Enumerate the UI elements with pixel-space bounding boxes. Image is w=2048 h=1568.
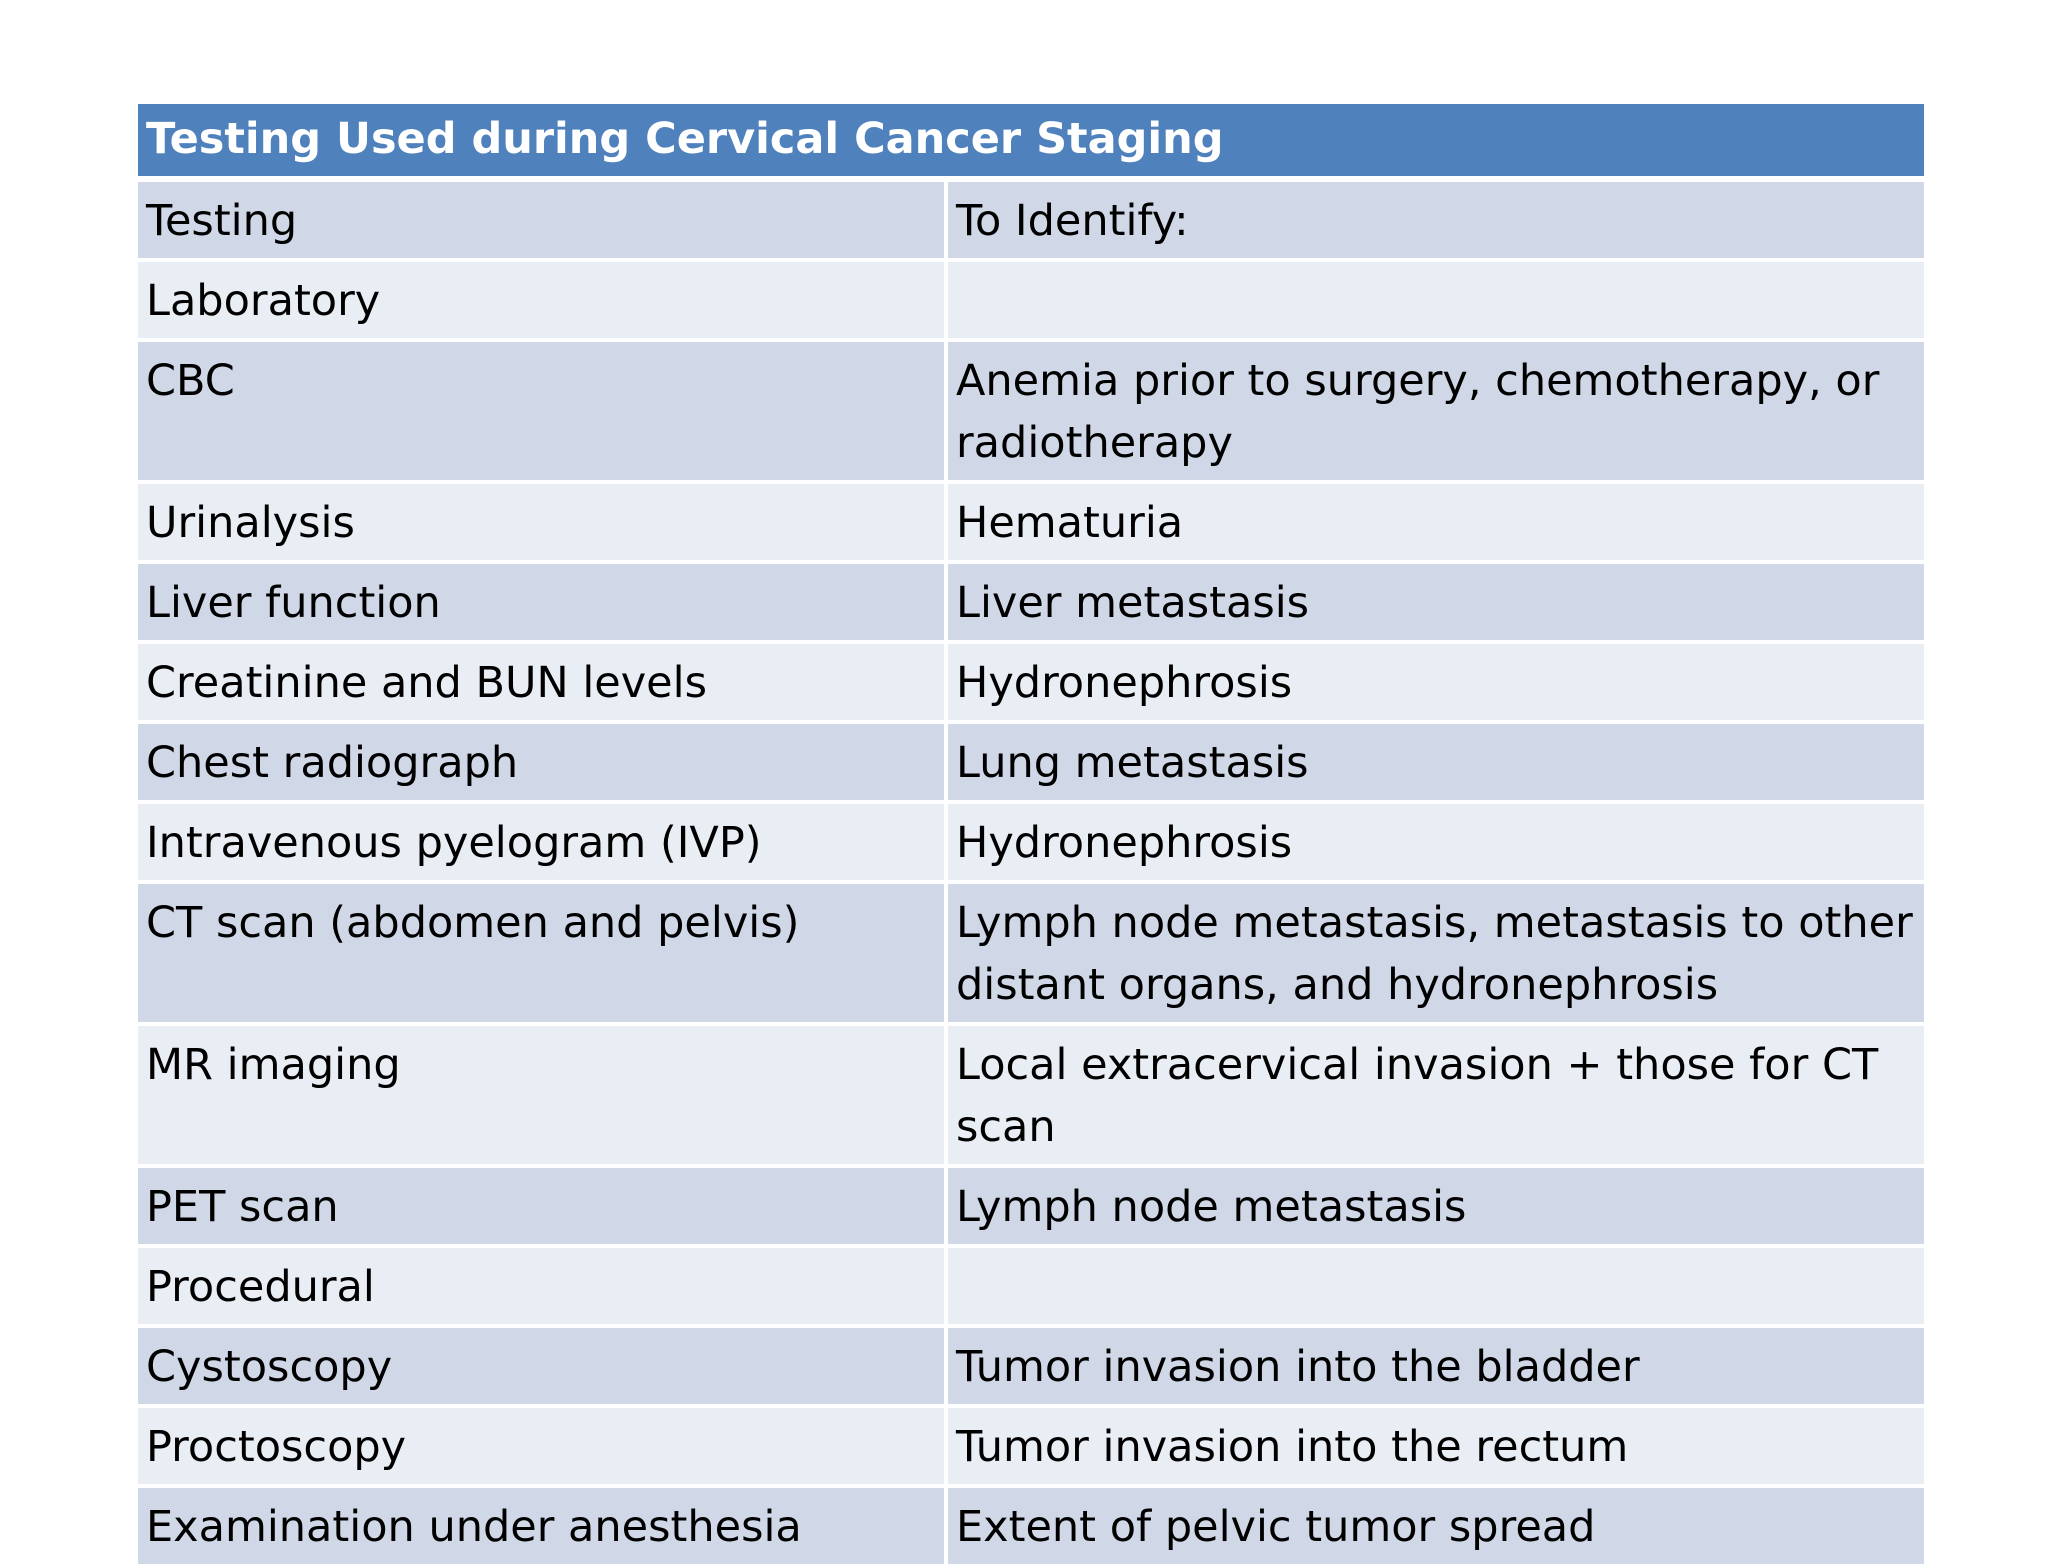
table-cell-identify: [948, 1248, 1924, 1328]
table-cell-test: Liver function: [138, 564, 948, 644]
table-cell-identify: Tumor invasion into the bladder: [948, 1328, 1924, 1408]
table-cell-test: Proctoscopy: [138, 1408, 948, 1488]
table-cell-identify: [948, 262, 1924, 342]
table-row: [138, 484, 1924, 564]
table-cell-test: Examination under anesthesia: [138, 1488, 948, 1568]
table-title-row: [138, 104, 1924, 182]
table-cell-identify: Lung metastasis: [948, 724, 1924, 804]
table-row: [138, 342, 1924, 484]
table-cell-identify: Hematuria: [948, 484, 1924, 564]
header-to-identify: To Identify:: [948, 182, 1924, 262]
table-cell-test: CT scan (abdomen and pelvis): [138, 884, 948, 1026]
table-cell-identify: Local extracervical invasion + those for CT scan: [948, 1026, 1924, 1168]
table-row: [138, 884, 1924, 1026]
table-cell-test: Intravenous pyelogram (IVP): [138, 804, 948, 884]
table-row: [138, 1488, 1924, 1568]
section-label-laboratory: Laboratory: [138, 262, 948, 342]
table-row: [138, 1328, 1924, 1408]
table-row: [138, 1408, 1924, 1488]
table-row: [138, 1168, 1924, 1248]
table-row: [138, 724, 1924, 804]
table-row: [138, 804, 1924, 884]
table-cell-identify: Extent of pelvic tumor spread: [948, 1488, 1924, 1568]
staging-table: [138, 104, 1924, 1568]
table-cell-identify: Lymph node metastasis, metastasis to other distant organs, and hydronephrosis: [948, 884, 1924, 1026]
table-cell-identify: Lymph node metastasis: [948, 1168, 1924, 1248]
table-cell-test: CBC: [138, 342, 948, 484]
table-row: [138, 564, 1924, 644]
table-title: Testing Used during Cervical Cancer Staging: [138, 104, 1924, 182]
table-row: [138, 1248, 1924, 1328]
table-header-row: [138, 182, 1924, 262]
table-cell-test: Urinalysis: [138, 484, 948, 564]
table-row: [138, 262, 1924, 342]
table-cell-identify: Hydronephrosis: [948, 644, 1924, 724]
table-cell-test: PET scan: [138, 1168, 948, 1248]
table-cell-test: Creatinine and BUN levels: [138, 644, 948, 724]
table-cell-identify: Anemia prior to surgery, chemotherapy, or radiotherapy: [948, 342, 1924, 484]
table-cell-identify: Tumor invasion into the rectum: [948, 1408, 1924, 1488]
table-row: [138, 1026, 1924, 1168]
table-row: [138, 644, 1924, 724]
table-cell-identify: Hydronephrosis: [948, 804, 1924, 884]
table-cell-identify: Liver metastasis: [948, 564, 1924, 644]
table-cell-test: MR imaging: [138, 1026, 948, 1168]
table-cell-test: Chest radiograph: [138, 724, 948, 804]
table-cell-test: Cystoscopy: [138, 1328, 948, 1408]
section-label-procedural: Procedural: [138, 1248, 948, 1328]
header-testing: Testing: [138, 182, 948, 262]
